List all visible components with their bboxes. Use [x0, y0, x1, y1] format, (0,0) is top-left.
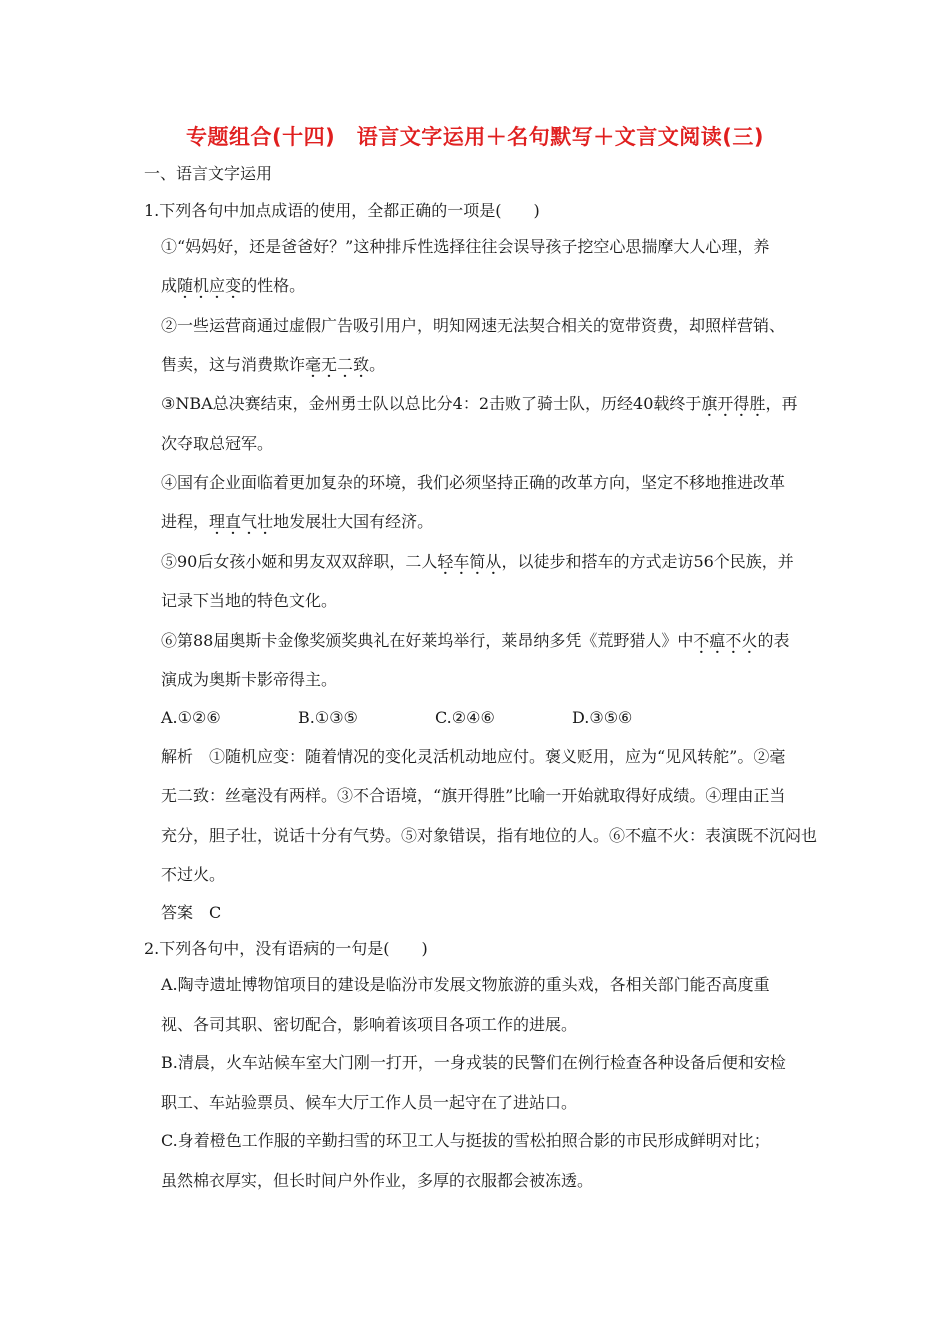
- text: 售卖，这与消费欺诈: [161, 355, 306, 374]
- text: ，以徒步和搭车的方式走访56个民族，并: [501, 552, 794, 571]
- q2-option-b-line-1: B.清晨，火车站候车室大门刚一打开，一身戎装的民警们在例行检查各种设备后便和安检: [161, 1053, 786, 1072]
- q2-option-a-line-2: 视、各司其职、密切配合，影响着该项目各项工作的进展。: [161, 1015, 578, 1034]
- q1-sentence-1-line-2: [161, 275, 305, 297]
- q2-option-c-line-1: C.身着橙色工作服的辛勤扫雪的环卫工人与挺拔的雪松拍照合影的市民形成鲜明对比；: [161, 1131, 770, 1150]
- q1-sentence-4-line-1: ④国有企业面临着更加复杂的环境，我们必须坚持正确的改革方向，坚定不移地推进改革: [161, 473, 786, 492]
- q2-option-a-line-1: A.陶寺遗址博物馆项目的建设是临汾市发展文物旅游的重头戏，各相关部门能否高度重: [161, 975, 770, 994]
- q1-sentence-4-line-2: [161, 511, 433, 533]
- text: ⑤90后女孩小姬和男友双双辞职，二人: [161, 552, 438, 571]
- dotted-char: 得: [733, 394, 750, 413]
- q1-sentence-5-line-1: [161, 551, 794, 573]
- q1-analysis-line-3: 充分，胆子壮，说话十分有气势。⑤对象错误，指有地位的人。⑥不瘟不火：表演既不沉闷也: [161, 826, 818, 845]
- page-title: 专题组合(十四) 语言文字运用＋名句默写＋文言文阅读(三): [186, 125, 764, 149]
- dotted-char: 瘟: [709, 631, 726, 650]
- text: 的性格。: [241, 276, 306, 295]
- dotted-char: 开: [717, 394, 734, 413]
- dotted-char: 毫: [305, 355, 322, 374]
- dotted-char: 胜: [749, 394, 766, 413]
- dotted-char: 轻: [437, 552, 454, 571]
- option-a: A.①②⑥: [161, 708, 221, 727]
- dotted-char: 理: [209, 512, 226, 531]
- q1-sentence-3-line-2: 次夺取总冠军。: [161, 434, 274, 453]
- dotted-char: 直: [225, 512, 242, 531]
- q1-sentence-3-line-1: [161, 393, 797, 415]
- dotted-char: 从: [485, 552, 502, 571]
- dotted-char: 机: [193, 276, 210, 295]
- section-heading: 一、语言文字运用: [144, 164, 273, 183]
- dotted-char: 车: [453, 552, 470, 571]
- option-c: C.②④⑥: [435, 708, 495, 727]
- question-1-stem: 1.下列各句中加点成语的使用，全都正确的一项是( ): [144, 201, 540, 220]
- text: ，再: [765, 394, 798, 413]
- question-2-stem: 2.下列各句中，没有语病的一句是( ): [144, 939, 428, 958]
- text: 地发展壮大国有经济。: [273, 512, 434, 531]
- q2-option-b-line-2: 职工、车站验票员、候车大厅工作人员一起守在了进站口。: [161, 1093, 578, 1112]
- q1-sentence-1-line-1: ①“妈妈好，还是爸爸好？”这种排斥性选择往往会误导孩子挖空心思揣摩大人心理，养: [161, 237, 770, 256]
- text: 。: [369, 355, 386, 374]
- q2-option-c-line-2: 虽然棉衣厚实，但长时间户外作业，多厚的衣服都会被冻透。: [161, 1171, 594, 1190]
- option-d: D.③⑤⑥: [572, 708, 633, 727]
- text: 成: [161, 276, 178, 295]
- dotted-char: 火: [741, 631, 758, 650]
- text: ⑥第88届奥斯卡金像奖颁奖典礼在好莱坞举行，莱昂纳多凭《荒野猎人》中: [161, 631, 694, 650]
- dotted-char: 应: [209, 276, 226, 295]
- dotted-char: 旗: [701, 394, 718, 413]
- dotted-char: 随: [177, 276, 194, 295]
- dotted-char: 简: [469, 552, 486, 571]
- text: 的表: [757, 631, 790, 650]
- q1-sentence-5-line-2: 记录下当地的特色文化。: [161, 591, 338, 610]
- q1-answer: 答案 C: [161, 903, 222, 922]
- q1-sentence-6-line-1: [161, 630, 789, 652]
- text: ③NBA总决赛结束，金州勇士队以总比分4：2击败了骑士队，历经40载终于: [161, 394, 702, 413]
- option-b: B.①③⑤: [298, 708, 358, 727]
- q1-sentence-6-line-2: 演成为奥斯卡影帝得主。: [161, 670, 338, 689]
- q1-options: [161, 707, 709, 729]
- q1-analysis-line-4: 不过火。: [161, 865, 226, 884]
- dotted-char: 不: [693, 631, 710, 650]
- q1-analysis-line-2: 无二致：丝毫没有两样。③不合语境，“旗开得胜”比喻一开始就取得好成绩。④理由正当: [161, 786, 786, 805]
- q1-sentence-2-line-1: ②一些运营商通过虚假广告吸引用户，明知网速无法契合相关的宽带资费，却照样营销、: [161, 316, 786, 335]
- dotted-char: 变: [225, 276, 242, 295]
- dotted-char: 壮: [257, 512, 274, 531]
- text: 进程，: [161, 512, 210, 531]
- dotted-char: 无: [321, 355, 338, 374]
- dotted-char: 致: [353, 355, 370, 374]
- dotted-char: 气: [241, 512, 258, 531]
- dotted-char: 不: [725, 631, 742, 650]
- q1-analysis-line-1: 解析 ①随机应变：随着情况的变化灵活机动地应付。褒义贬用，应为“见风转舵”。②毫: [161, 747, 786, 766]
- dotted-char: 二: [337, 355, 354, 374]
- q1-sentence-2-line-2: [161, 354, 385, 376]
